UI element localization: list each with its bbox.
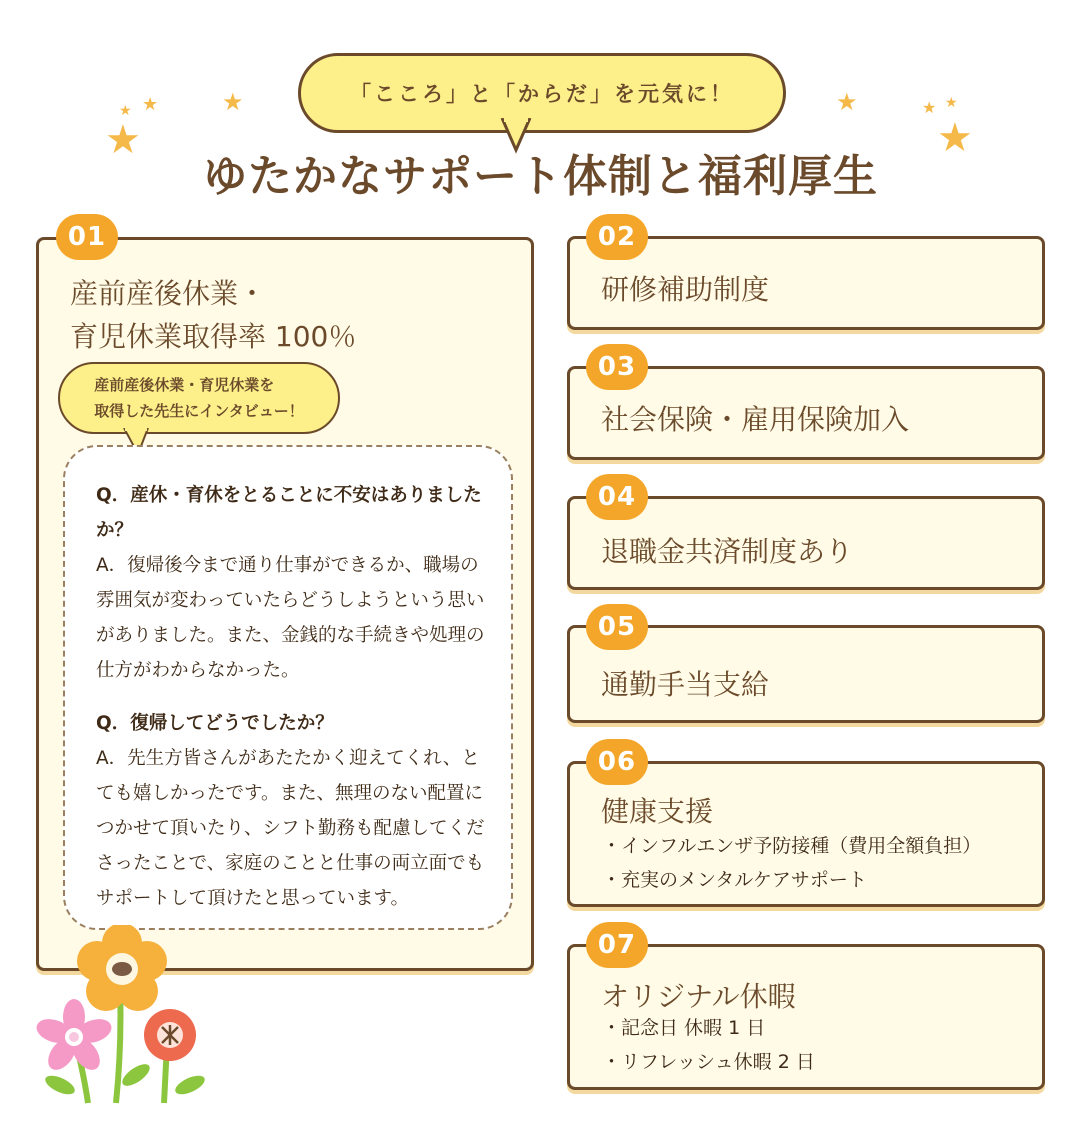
- interview-answer: A．先生方皆さんがあたたかく迎えてくれ、とても嬉しかったです。また、無理のない配置につかせて頂いたり、シフト勤務も配慮してくださったことで、家庭のことと仕事の両立面でもサポートして頂けたと思っています。: [96, 748, 485, 909]
- card-number-badge: 02: [586, 214, 648, 260]
- card-title: 退職金共済制度あり: [601, 535, 854, 568]
- star-icon: ★: [922, 98, 937, 117]
- card-bullet-list: [602, 829, 981, 897]
- header-speech-bubble: [298, 53, 786, 133]
- star-icon: ★: [142, 94, 159, 115]
- list-item: ・インフルエンザ予防接種（費用全額負担）: [602, 835, 982, 857]
- card-number-badge: 05: [586, 604, 648, 650]
- card-title: 社会保険・雇用保険加入: [601, 403, 910, 436]
- card-title: オリジナル休暇: [601, 980, 796, 1013]
- card-number-badge: 07: [586, 922, 648, 968]
- card-number-badge: 03: [586, 344, 648, 390]
- interview-question: Q．復帰してどうでしたか？: [96, 713, 334, 734]
- interview-question: Q．産休・育休をとることに不安はありましたか？: [96, 485, 482, 541]
- page-title: ゆたかなサポート体制と福利厚生: [203, 151, 878, 202]
- star-icon: ★: [836, 88, 858, 116]
- list-item: ・充実のメンタルケアサポート: [602, 869, 867, 891]
- star-icon: ★: [222, 88, 244, 116]
- card-title: 産前産後休業・ 育児休業取得率 100％: [70, 277, 357, 353]
- card-number-badge: 01: [56, 214, 118, 260]
- card-number-badge: 06: [586, 739, 648, 785]
- interview-speech-bubble: 産前産後休業・育児休業を 取得した先生にインタビュー！: [58, 362, 340, 434]
- star-icon: ★: [937, 115, 973, 161]
- interview-answer: A．復帰後今まで通り仕事ができるか、職場の雰囲気が変わっていたらどうしようという思いがありました。また、金銭的な手続きや処理の仕方がわからなかった。: [96, 555, 485, 681]
- header-bubble-text: 「こころ」と「からだ」を元気に！: [350, 82, 734, 106]
- card-title: 研修補助制度: [601, 273, 770, 306]
- card-bullet-list: [602, 1011, 815, 1079]
- card-number-badge: 04: [586, 474, 648, 520]
- list-item: ・リフレッシュ休暇 2 日: [602, 1051, 815, 1073]
- flower-illustration: [30, 925, 230, 1105]
- interview-text: [96, 478, 488, 916]
- star-icon: ★: [119, 103, 132, 119]
- star-icon: ★: [945, 95, 958, 111]
- card-title: 健康支援: [601, 795, 714, 828]
- card-title: 通勤手当支給: [601, 668, 770, 701]
- star-icon: ★: [105, 117, 141, 163]
- list-item: ・記念日 休暇 1 日: [602, 1017, 766, 1039]
